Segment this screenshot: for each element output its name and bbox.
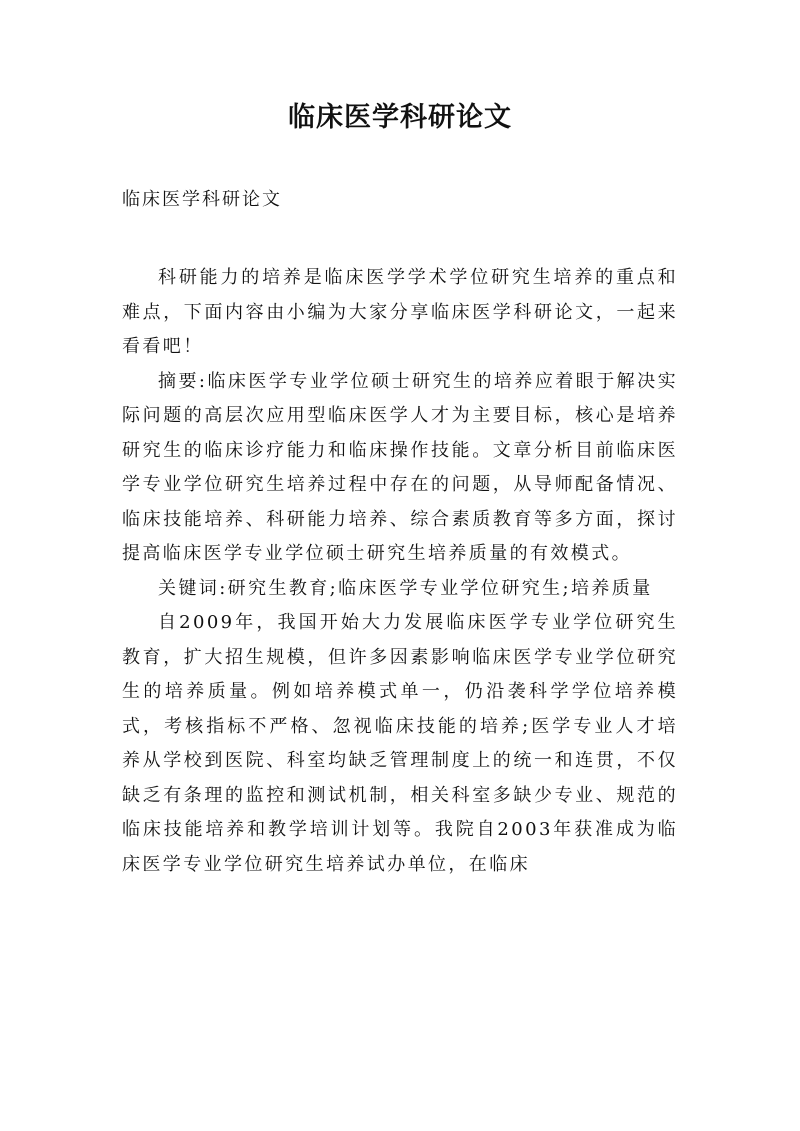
document-subtitle: 临床医学科研论文	[122, 189, 282, 210]
document-body	[122, 261, 678, 882]
body-paragraph: 自2009年，我国开始大力发展临床医学专业学位研究生教育，扩大招生规模，但许多因素影响临床医学专业学位研究生的培养质量。例如培养模式单一，仍沿袭科学学位培养模式，考核指标不严格、忽视临床技能的培养;医学专业人才培养从学校到医院、科室均缺乏管理制度上的统一和连贯，不仅缺乏有条理的监控和测试机制，相关科室多缺少专业、规范的临床技能培养和教学培训计划等。我院自2003年获准成为临床医学专业学位研究生培养试办单位，在临床	[122, 612, 678, 875]
abstract-paragraph: 摘要:临床医学专业学位硕士研究生的培养应着眼于解决实际问题的高层次应用型临床医学人才为主要目标，核心是培养研究生的临床诊疗能力和临床操作技能。文章分析目前临床医学专业学位研究生培养过程中存在的问题，从导师配备情况、临床技能培养、科研能力培养、综合素质教育等多方面，探讨提高临床医学专业学位硕士研究生培养质量的有效模式。	[122, 370, 678, 564]
intro-paragraph: 科研能力的培养是临床医学学术学位研究生培养的重点和难点，下面内容由小编为大家分享临床医学科研论文，一起来看看吧！	[122, 267, 678, 357]
document-title: 临床医学科研论文	[288, 102, 512, 133]
keywords-paragraph: 关键词:研究生教育;临床医学专业学位研究生;培养质量	[158, 577, 653, 599]
